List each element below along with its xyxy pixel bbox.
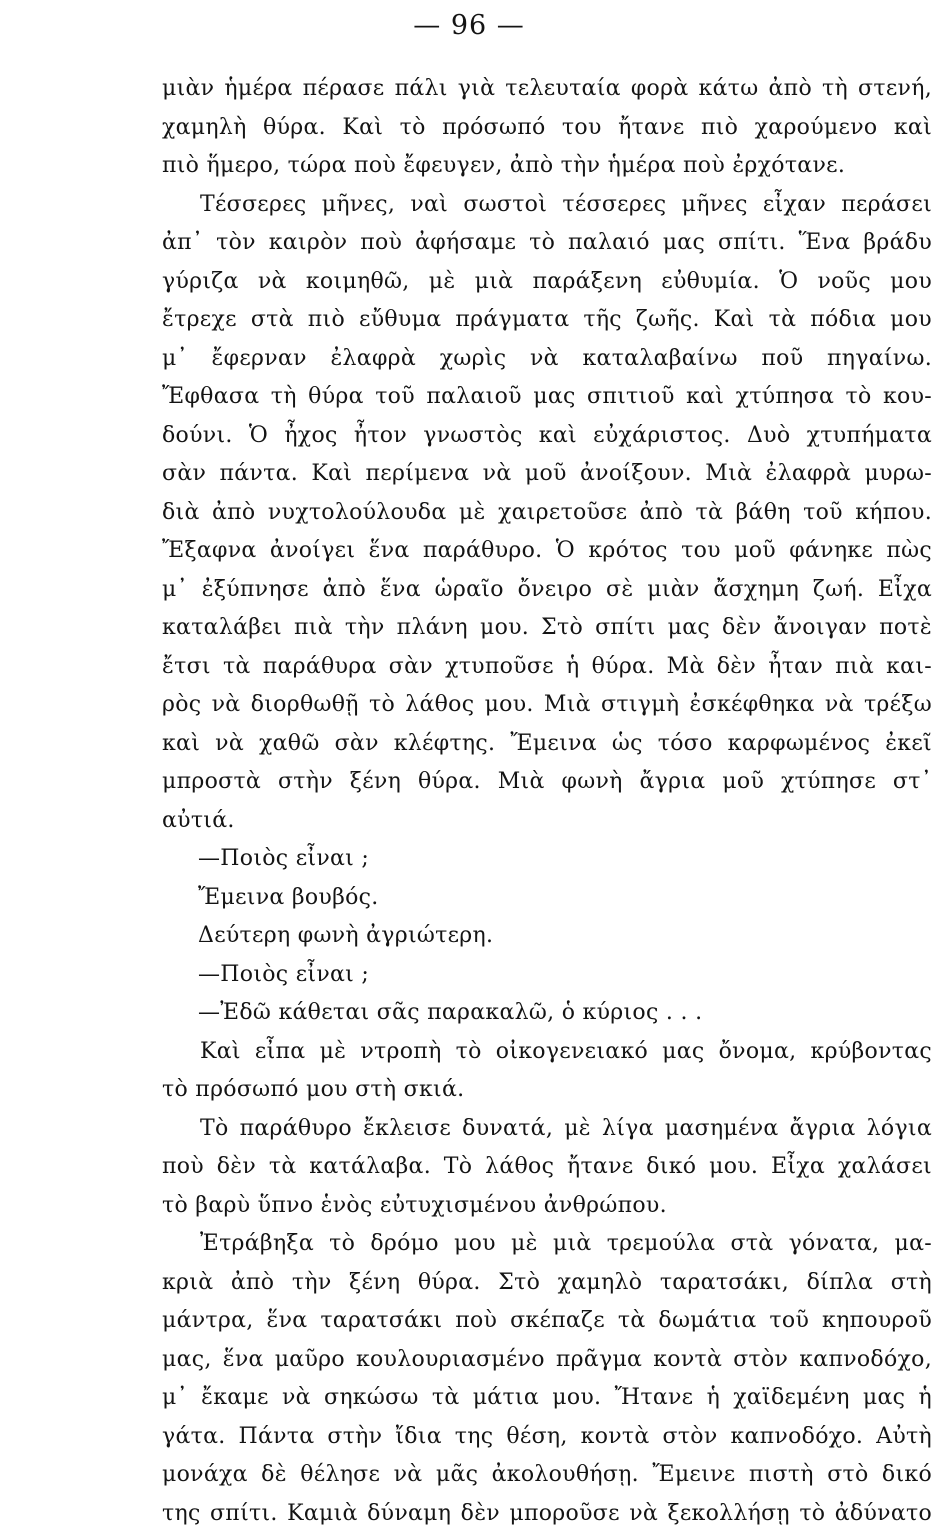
text-line: —Ποιὸς εἶναι ; <box>162 956 932 995</box>
text-line: μπροστὰ στὴν ξένη θύρα. Μιὰ φωνὴ ἄγρια μοῦ χτύπησε στ᾿ <box>162 763 932 802</box>
text-line: μ᾿ ἐξύπνησε ἀπὸ ἕνα ὡραῖο ὄνειρο σὲ μιὰν ἄσχημη ζωή. Εἶχα <box>162 571 932 610</box>
text-line: τὸ βαρὺ ὕπνο ἑνὸς εὐτυχισμένου ἀνθρώπου. <box>162 1187 932 1226</box>
text-line: κριὰ ἀπὸ τὴν ξένη θύρα. Στὸ χαμηλὸ ταρατσάκι, δίπλα στὴ <box>162 1264 932 1303</box>
text-line: Ἔξαφνα ἀνοίγει ἕνα παράθυρο. Ὁ κρότος του μοῦ φάνηκε πὼς <box>162 532 932 571</box>
text-line: γάτα. Πάντα στὴν ἴδια της θέση, κοντὰ στὸν καπνοδόχο. Αὐτὴ <box>162 1418 932 1457</box>
text-line: Τέσσερες μῆνες, ναὶ σωστοὶ τέσσερες μῆνες εἶχαν περάσει <box>162 186 932 225</box>
text-line: διὰ ἀπὸ νυχτολούλουδα μὲ χαιρετοῦσε ἀπὸ τὰ βάθη τοῦ κήπου. <box>162 494 932 533</box>
text-line: ἔτσι τὰ παράθυρα σὰν χτυποῦσε ἡ θύρα. Μὰ δὲν ἦταν πιὰ και- <box>162 648 932 687</box>
page-number: — 96 — <box>0 8 938 44</box>
text-line: δούνι. Ὁ ἦχος ἦτον γνωστὸς καὶ εὐχάριστος. Δυὸ χτυπήματα <box>162 417 932 456</box>
text-line: Καὶ εἶπα μὲ ντροπὴ τὸ οἰκογενειακό μας ὄνομα, κρύβοντας <box>162 1033 932 1072</box>
text-line: μιὰν ἡμέρα πέρασε πάλι γιὰ τελευταία φορὰ κάτω ἀπὸ τὴ στενή, <box>162 70 932 109</box>
body-text <box>162 70 932 1533</box>
text-line: μονάχα δὲ θέλησε νὰ μᾶς ἀκολουθήσῃ. Ἔμεινε πιστὴ στὸ δικό <box>162 1456 932 1495</box>
text-line: μ᾿ ἔφερναν ἐλαφρὰ χωρὶς νὰ καταλαβαίνω ποῦ πηγαίνω. <box>162 340 932 379</box>
text-line: ἔτρεχε στὰ πιὸ εὔθυμα πράγματα τῆς ζωῆς. Καὶ τὰ πόδια μου <box>162 301 932 340</box>
text-line: —Ἐδῶ κάθεται σᾶς παρακαλῶ, ὁ κύριος . . . <box>162 994 932 1033</box>
text-line: μας, ἕνα μαῦρο κουλουριασμένο πρᾶγμα κοντὰ στὸν καπνοδόχο, <box>162 1341 932 1380</box>
text-line: πιὸ ἥμερο, τώρα ποὺ ἔφευγεν, ἀπὸ τὴν ἡμέρα ποὺ ἐρχότανε. <box>162 147 932 186</box>
text-line: ρὸς νὰ διορθωθῇ τὸ λάθος μου. Μιὰ στιγμὴ ἐσκέφθηκα νὰ τρέξω <box>162 686 932 725</box>
text-line: —Ποιὸς εἶναι ; <box>162 840 932 879</box>
text-line: χαμηλὴ θύρα. Καὶ τὸ πρόσωπό του ἤτανε πιὸ χαρούμενο καὶ <box>162 109 932 148</box>
text-line: της σπίτι. Καμιὰ δύναμη δὲν μποροῦσε νὰ ξεκολλήσῃ τὸ ἀδύνατο <box>162 1495 932 1533</box>
text-line: γύριζα νὰ κοιμηθῶ, μὲ μιὰ παράξενη εὐθυμία. Ὁ νοῦς μου <box>162 263 932 302</box>
text-line: Ἔφθασα τὴ θύρα τοῦ παλαιοῦ μας σπιτιοῦ καὶ χτύπησα τὸ κου- <box>162 378 932 417</box>
text-line: αὐτιά. <box>162 802 932 841</box>
text-line: Ἔμεινα βουβός. <box>162 879 932 918</box>
text-line: καταλάβει πιὰ τὴν πλάνη μου. Στὸ σπίτι μας δὲν ἄνοιγαν ποτὲ <box>162 609 932 648</box>
text-line: Δεύτερη φωνὴ ἀγριώτερη. <box>162 917 932 956</box>
text-line: μάντρα, ἕνα ταρατσάκι ποὺ σκέπαζε τὰ δωμάτια τοῦ κηπουροῦ <box>162 1302 932 1341</box>
text-line: ποὺ δὲν τὰ κατάλαβα. Τὸ λάθος ἤτανε δικό μου. Εἶχα χαλάσει <box>162 1148 932 1187</box>
text-line: σὰν πάντα. Καὶ περίμενα νὰ μοῦ ἀνοίξουν. Μιὰ ἐλαφρὰ μυρω- <box>162 455 932 494</box>
text-line: Ἐτράβηξα τὸ δρόμο μου μὲ μιὰ τρεμούλα στὰ γόνατα, μα- <box>162 1225 932 1264</box>
text-line: Τὸ παράθυρο ἔκλεισε δυνατά, μὲ λίγα μασημένα ἄγρια λόγια <box>162 1110 932 1149</box>
text-line: καὶ νὰ χαθῶ σὰν κλέφτης. Ἔμεινα ὡς τόσο καρφωμένος ἐκεῖ <box>162 725 932 764</box>
text-line: μ᾿ ἔκαμε νὰ σηκώσω τὰ μάτια μου. Ἤτανε ἡ χαϊδεμένη μας ἡ <box>162 1379 932 1418</box>
text-line: ἀπ᾿ τὸν καιρὸν ποὺ ἀφήσαμε τὸ παλαιό μας σπίτι. Ἕνα βράδυ <box>162 224 932 263</box>
text-line: τὸ πρόσωπό μου στὴ σκιά. <box>162 1071 932 1110</box>
